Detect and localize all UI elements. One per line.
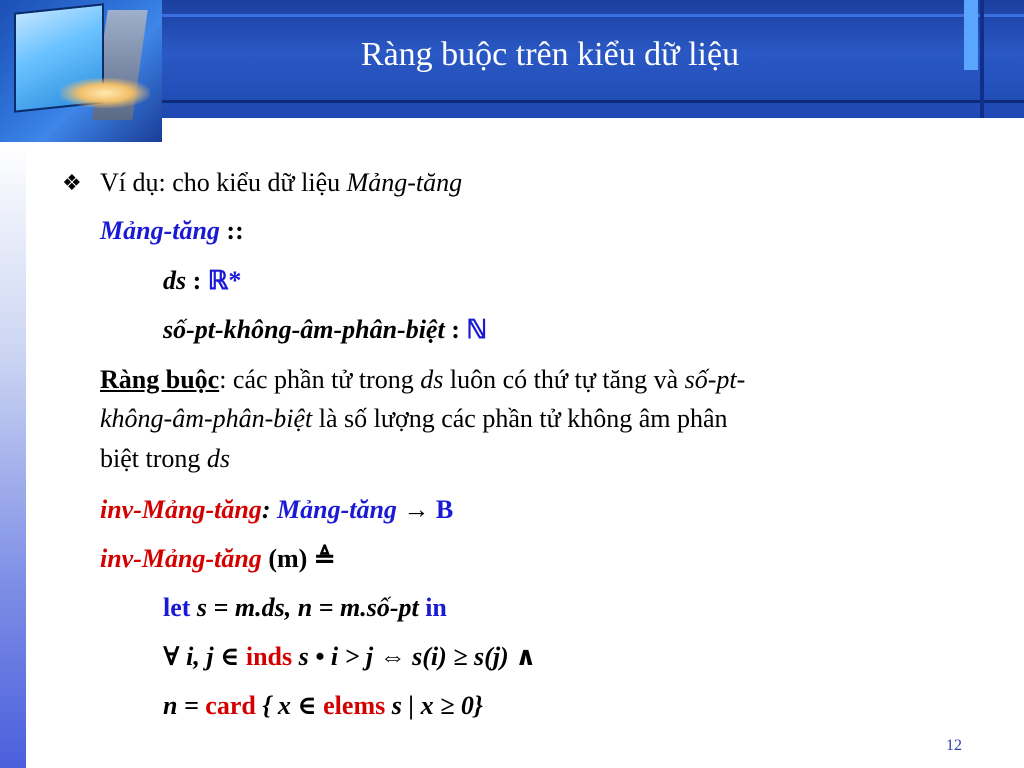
constraint-field-part-a: số-pt- — [684, 365, 746, 394]
example-prefix: Ví dụ: cho kiểu dữ liệu — [100, 168, 347, 197]
let-body: s = m.ds, n = m.số-pt — [190, 593, 426, 622]
forall-body: s • i > j ⇔ s(i) ≥ s(j) ∧ — [292, 642, 537, 671]
example-type-name: Mảng-tăng — [346, 168, 463, 197]
constraint-text-1: : các phần tử trong — [219, 365, 421, 394]
forall-prefix: ∀ i, j ∈ — [163, 642, 246, 671]
field-count-line — [163, 313, 487, 347]
constraint-text-2: luôn có thứ tự tăng và — [443, 365, 685, 394]
constraint-ds-2: ds — [206, 444, 230, 473]
type-definition-name: Mảng-tăng — [100, 216, 220, 245]
field-count-type: ℕ — [466, 315, 488, 344]
card-middle: { x ∈ — [255, 691, 324, 720]
card-line — [163, 689, 483, 723]
card-keyword: card — [205, 691, 256, 720]
slide-title: Ràng buộc trên kiểu dữ liệu — [360, 36, 740, 73]
invariant-definition-line — [100, 542, 336, 576]
constraint-line-1 — [100, 363, 745, 397]
constraint-field-part-b: không-âm-phân-biệt — [100, 404, 313, 433]
card-suffix: s | x ≥ 0} — [385, 691, 483, 720]
field-ds-separator: : — [186, 266, 208, 295]
in-keyword: in — [425, 593, 447, 622]
forall-line — [163, 640, 536, 674]
field-ds-type: ℝ* — [207, 266, 242, 295]
constraint-text-4: biệt trong — [100, 444, 207, 473]
invariant-signature-colon: : — [261, 495, 277, 524]
invariant-signature-return: B — [435, 495, 454, 524]
let-line — [163, 591, 447, 625]
constraint-label: Ràng buộc — [100, 365, 220, 394]
type-definition-line — [100, 214, 244, 248]
invariant-definition-name: inv-Mảng-tăng — [100, 544, 262, 573]
inds-keyword: inds — [245, 642, 293, 671]
example-line — [100, 166, 462, 200]
constraint-text-3: là số lượng các phần tử không âm phân — [312, 404, 728, 433]
constraint-ds: ds — [420, 365, 444, 394]
field-count-name: số-pt-không-âm-phân-biệt — [163, 315, 445, 344]
constraint-line-2 — [100, 402, 728, 436]
invariant-signature-arrow: → — [396, 495, 436, 524]
constraint-line-3 — [100, 442, 230, 476]
field-ds-line — [163, 264, 241, 298]
elems-keyword: elems — [323, 691, 386, 720]
type-definition-separator: :: — [219, 216, 244, 245]
page-number: 12 — [946, 737, 962, 754]
field-ds-name: ds — [163, 266, 187, 295]
let-keyword: let — [163, 593, 191, 622]
invariant-definition-args: (m) ≜ — [261, 544, 336, 573]
invariant-signature-line — [100, 493, 453, 527]
card-prefix: n = — [163, 691, 206, 720]
invariant-signature-name: inv-Mảng-tăng — [100, 495, 262, 524]
invariant-signature-type: Mảng-tăng — [276, 495, 397, 524]
field-count-separator: : — [444, 315, 467, 344]
diamond-bullet-icon: ❖ — [62, 170, 82, 195]
